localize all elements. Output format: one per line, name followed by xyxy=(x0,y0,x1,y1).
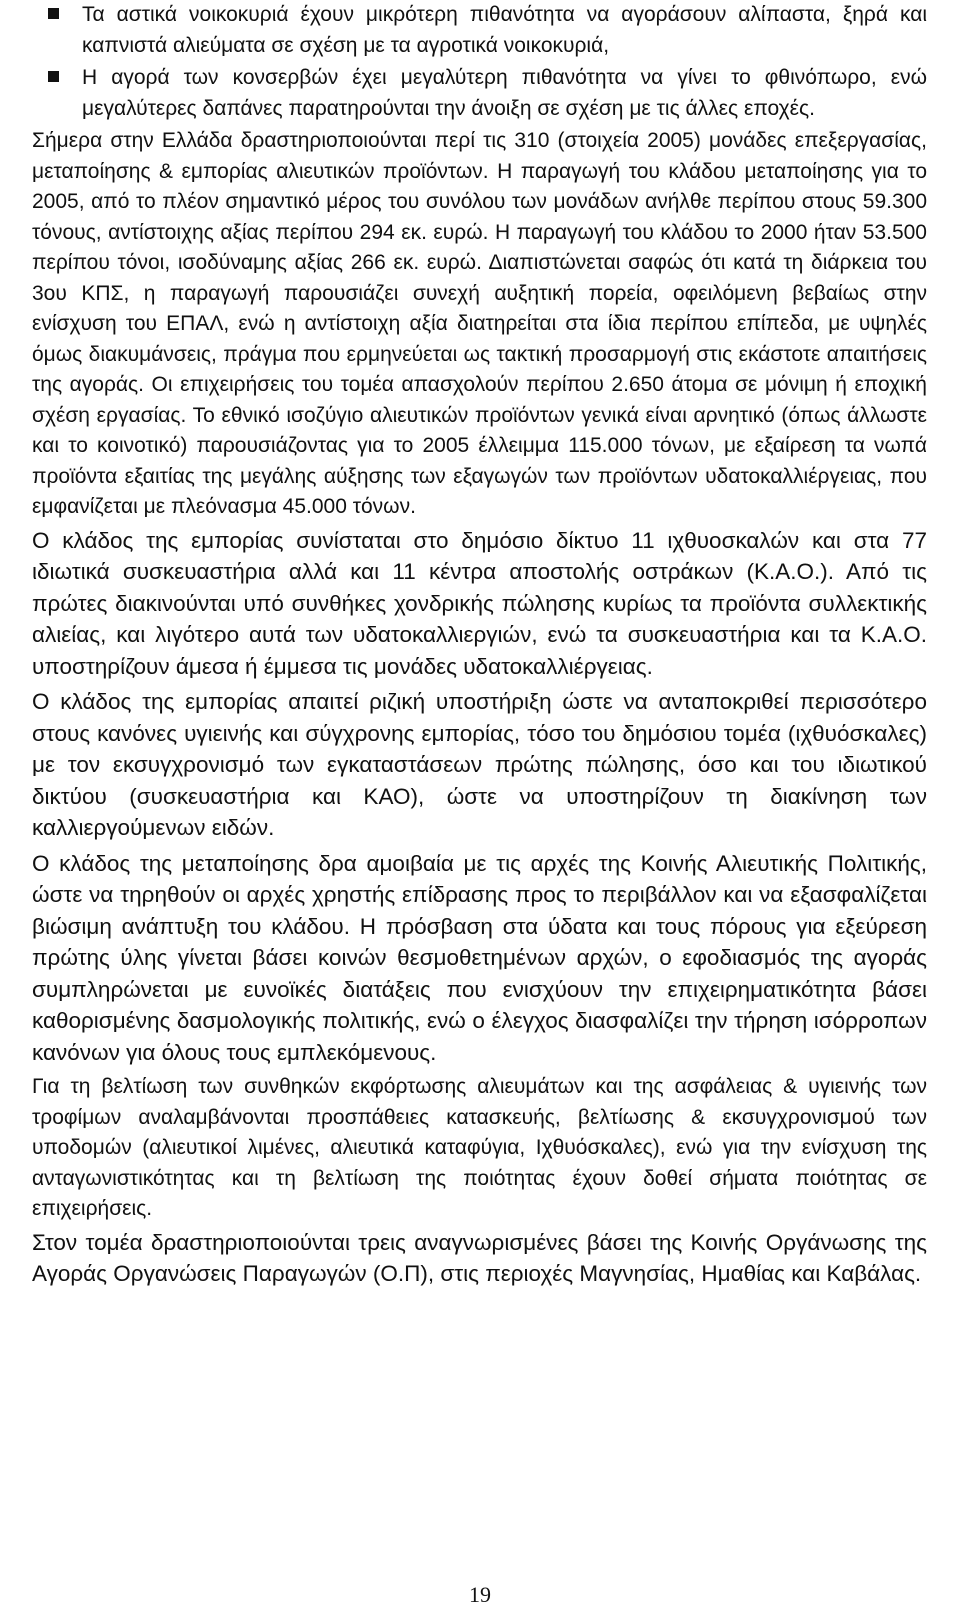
paragraph-processing-units: Σήμερα στην Ελλάδα δραστηριοποιούνται περί τις 310 (στοιχεία 2005) μονάδες επεξεργασίας, μεταποίησης & εμπορίας αλιευτικών προϊόντων. Η παραγωγή του κλάδου μεταποίησης για το 2005, από το πλέον σημαντικό μέρος του συνόλου των μονάδων ανήλθε περίπου στους 59.300 τόνους, αντίστοιχης αξίας περίπου 294 εκ. ευρώ. Η παραγωγή του κλάδου το 2000 ήταν 53.500 περίπου τόνοι, ισοδύναμης αξίας 266 εκ. ευρώ. Διαπιστώνεται σαφώς ότι κατά τη διάρκεια του 3ου ΚΠΣ, η παραγωγή παρουσιάζει συνεχή αυξητική πορεία, οφειλόμενη βεβαίως στην ενίσχυση του ΕΠΑΛ, ενώ η αντίστοιχη αξία διατηρείται στα ίδια περίπου επίπεδα, με υψηλές όμως διακυμάνσεις, πράγμα που ερμηνεύεται ως τακτική προσαρμογή στις εκάστοτε απαιτήσεις της αγοράς. Οι επιχειρήσεις του τομέα απασχολούν περίπου 2.650 άτομα σε μόνιμη ή εποχική σχέση εργασίας. Το εθνικό ισοζύγιο αλιευτικών προϊόντων γενικά είναι αρνητικό (όπως άλλωστε και το κοινοτικό) παρουσιάζοντας για το 2005 έλλειμμα 115.000 τόνων, με εξαίρεση τα νωπά προϊόντα εξαιτίας της μεγάλης αύξησης των εξαγωγών των προϊόντων υδατοκαλλιέργειας, που εμφανίζεται με πλεόνασμα 45.000 τόνων. xyxy=(32,129,927,518)
bullet-text: Τα αστικά νοικοκυριά έχουν μικρότερη πιθανότητα να αγοράσουν αλίπαστα, ξηρά και καπνιστά αλιεύματα σε σχέση με τα αγροτικά νοικοκυριά, xyxy=(82,3,927,57)
bullet-text: Η αγορά των κονσερβών έχει μεγαλύτερη πιθανότητα να γίνει το φθινόπωρο, ενώ μεγαλύτερες δαπάνες παρατηρούνται την άνοιξη σε σχέση με τις άλλες εποχές. xyxy=(82,66,927,120)
paragraph-producer-organizations: Στον τομέα δραστηριοποιούνται τρεις αναγνωρισμένες βάσει της Κοινής Οργάνωσης της Αγοράς Οργανώσεις Παραγωγών (Ο.Π), στις περιοχές Μαγνησίας, Ημαθίας και Καβάλας. xyxy=(32,1229,927,1286)
square-bullet-icon xyxy=(48,71,59,82)
bullet-item xyxy=(32,0,927,61)
paragraph-processing-policy: Ο κλάδος της μεταποίησης δρα αμοιβαία με τις αρχές της Κοινής Αλιευτικής Πολιτικής, ώστε να τηρηθούν οι αρχές χρηστής επίδρασης προς το περιβάλλον και να εξασφαλίζεται βιώσιμη ανάπτυξη του κλάδου. Η πρόσβαση στα ύδατα και τους πόρους για εξεύρεση πρώτης ύλης γίνεται βάσει κοινών θεσμοθετημένων αρχών, ο εφοδιασμός της αγοράς συμπληρώνεται με ευνοϊκές διατάξεις που ενισχύουν την επιχειρηματικότητα βάσει καθορισμένης δασμολογικής πολιτικής, ενώ ο έλεγχος διασφαλίζει την τήρηση ισόρροπων κανόνων για όλους τους εμπλεκόμενους. xyxy=(32,850,927,1065)
paragraph-infrastructure: Για τη βελτίωση των συνθηκών εκφόρτωσης αλιευμάτων και της ασφάλειας & υγιεινής των τροφίμων αναλαμβάνονται προσπάθειες κατασκευής, βελτίωσης & εκσυγχρονισμού των υποδομών (αλιευτικοί λιμένες, αλιευτικά καταφύγια, Ιχθυόσκαλες), ενώ για την ενίσχυση της ανταγωνιστικότητας και τη βελτίωση της ποιότητας έχουν δοθεί σήματα ποιότητας σε επιχειρήσεις. xyxy=(32,1075,927,1220)
bullet-list xyxy=(32,0,927,124)
page-number: 19 xyxy=(469,1582,491,1607)
bullet-item xyxy=(32,63,927,124)
paragraph-trade-support: Ο κλάδος της εμπορίας απαιτεί ριζική υποστήριξη ώστε να ανταποκριθεί περισσότερο στους κανόνες υγιεινής και σύγχρονης εμπορίας, τόσο του δημόσιου τομέα (ιχθυόσκαλες) με τον εκσυγχρονισμό των εγκαταστάσεων πρώτης πώλησης, όσο και του ιδιωτικού δικτύου (συσκευαστήρια και ΚΑΟ), ώστε να υποστηρίζουν τη διακίνηση των καλλιεργούμενων ειδών. xyxy=(32,689,927,840)
document-page xyxy=(32,0,927,1294)
square-bullet-icon xyxy=(48,8,59,19)
paragraph-trade-sector: Ο κλάδος της εμπορίας συνίσταται στο δημόσιο δίκτυο 11 ιχθυοσκαλών και στα 77 ιδιωτικά συσκευαστήρια αλλά και 11 κέντρα αποστολής οστράκων (Κ.Α.Ο.). Από τις πρώτες διακινούνται υπό συνθήκες χονδρικής πώλησης κυρίως τα προϊόντα συλλεκτικής αλιείας, και λιγότερο αυτά των υδατοκαλλιεργιών, ενώ τα συσκευαστήρια και τα Κ.Α.Ο. υποστηρίζουν άμεσα ή έμμεσα τις μονάδες υδατοκαλλιέργειας. xyxy=(32,527,927,679)
